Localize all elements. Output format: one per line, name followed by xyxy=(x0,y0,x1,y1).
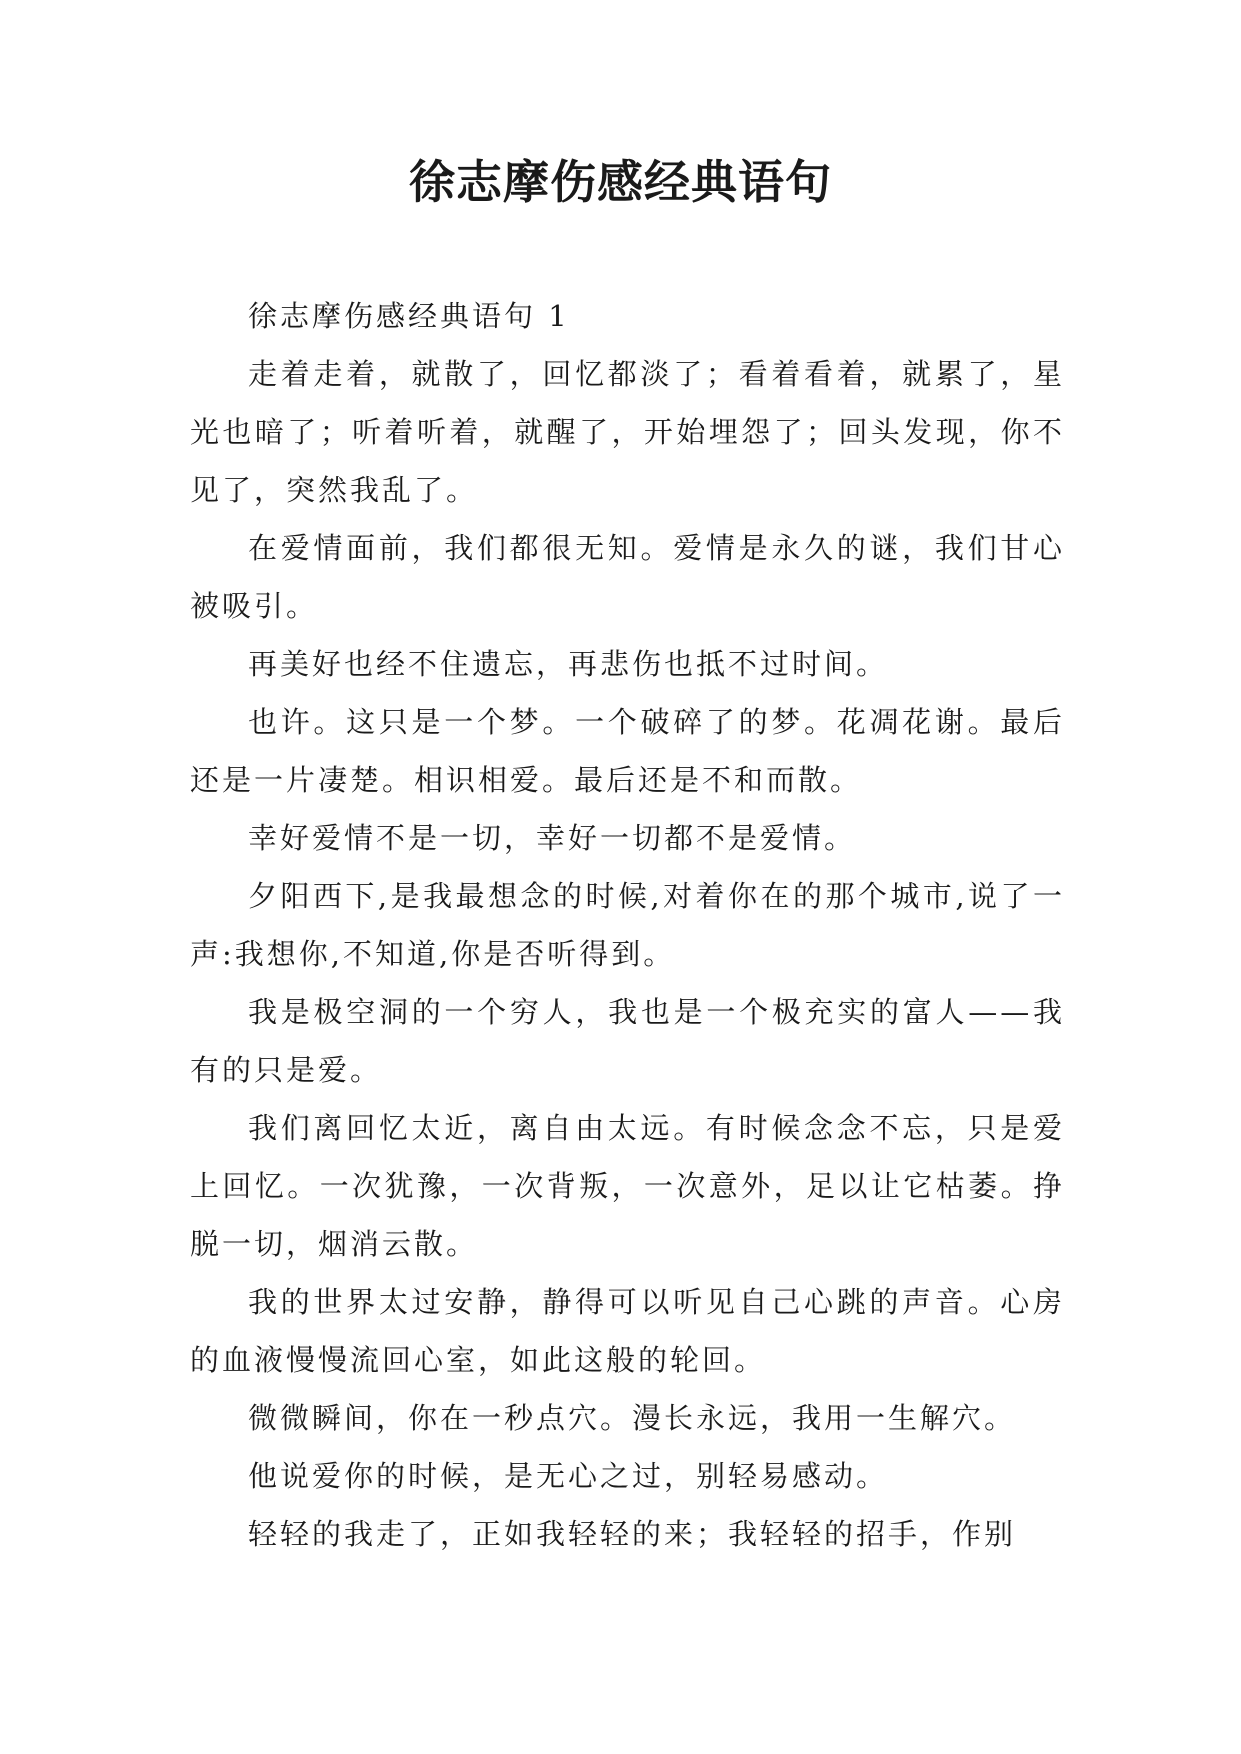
paragraph: 微微瞬间，你在一秒点穴。漫长永远，我用一生解穴。 xyxy=(248,1401,1017,1435)
section-heading: 徐志摩伤感经典语句 1 xyxy=(248,299,570,333)
paragraph: 我的世界太过安静，静得可以听见自己心跳的声音。心房的血液慢慢流回心室，如此这般的轮回。 xyxy=(190,1285,1065,1377)
paragraph: 他说爱你的时候，是无心之过，别轻易感动。 xyxy=(248,1459,889,1493)
paragraph: 再美好也经不住遗忘，再悲伤也抵不过时间。 xyxy=(248,647,889,681)
paragraph: 轻轻的我走了，正如我轻轻的来；我轻轻的招手，作别 xyxy=(248,1517,1017,1551)
paragraph: 我们离回忆太近，离自由太远。有时候念念不忘，只是爱上回忆。一次犹豫，一次背叛，一次意外，足以让它枯萎。挣脱一切，烟消云散。 xyxy=(190,1111,1065,1261)
paragraph: 夕阳西下,是我最想念的时候,对着你在的那个城市,说了一声:我想你,不知道,你是否听得到。 xyxy=(190,879,1065,971)
paragraph: 走着走着，就散了，回忆都淡了；看着看着，就累了，星光也暗了；听着听着，就醒了，开始埋怨了；回头发现，你不见了，突然我乱了。 xyxy=(190,357,1065,507)
paragraph: 我是极空洞的一个穷人，我也是一个极充实的富人——我有的只是爱。 xyxy=(190,995,1065,1087)
paragraph: 在爱情面前，我们都很无知。爱情是永久的谜，我们甘心被吸引。 xyxy=(190,531,1065,623)
paragraph: 也许。这只是一个梦。一个破碎了的梦。花凋花谢。最后还是一片凄楚。相识相爱。最后还是不和而散。 xyxy=(190,705,1065,797)
paragraph: 幸好爱情不是一切，幸好一切都不是爱情。 xyxy=(248,821,857,855)
document-title: 徐志摩伤感经典语句 xyxy=(409,155,832,209)
document-body xyxy=(190,287,1065,1563)
